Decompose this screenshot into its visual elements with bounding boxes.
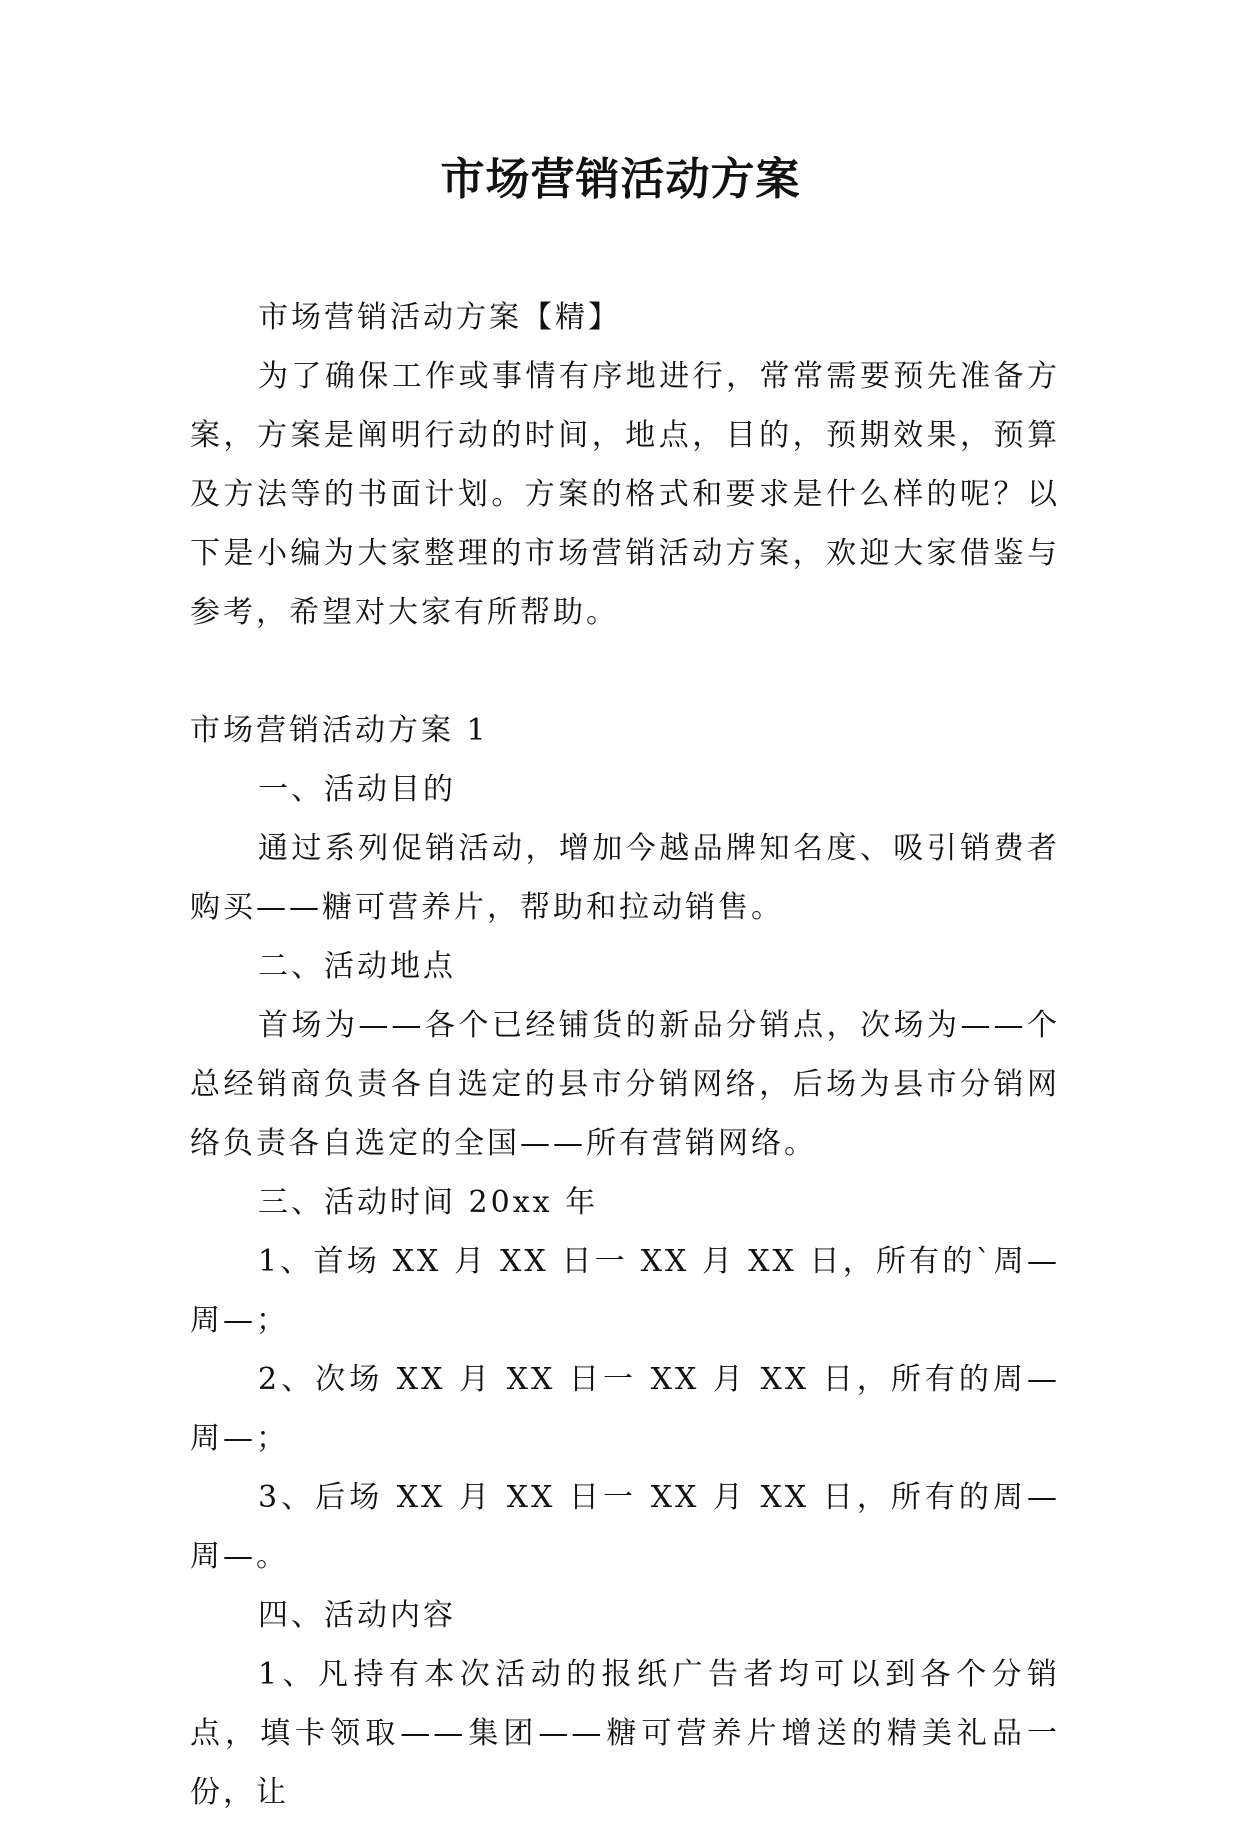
document-body [190, 288, 1060, 1822]
subtitle: 市场营销活动方案【精】 [258, 300, 621, 335]
section-heading: 市场营销活动方案 1 [190, 713, 489, 748]
heading-location: 二、活动地点 [258, 949, 456, 984]
paragraph-location: 首场为——各个已经铺货的新品分销点，次场为——个总经销商负责各自选定的县市分销网络，后场为县市分销网络负责各自选定的全国——所有营销网络。 [190, 1008, 1060, 1161]
intro-paragraph: 为了确保工作或事情有序地进行，常常需要预先准备方案，方案是阐明行动的时间，地点，目的，预期效果，预算及方法等的书面计划。方案的格式和要求是什么样的呢？以下是小编为大家整理的市场营销活动方案，欢迎大家借鉴与参考，希望对大家有所帮助。 [190, 359, 1060, 630]
time-item-2: 2、次场 XX 月 XX 日一 XX 月 XX 日，所有的周—周—； [190, 1362, 1060, 1456]
paragraph-purpose: 通过系列促销活动，增加今越品牌知名度、吸引销费者购买——糖可营养片，帮助和拉动销售。 [190, 831, 1060, 925]
time-item-1: 1、首场 XX 月 XX 日一 XX 月 XX 日，所有的`周—周—； [190, 1244, 1060, 1338]
time-item-3: 3、后场 XX 月 XX 日一 XX 月 XX 日，所有的周—周—。 [190, 1480, 1060, 1574]
content-item-1: 1、凡持有本次活动的报纸广告者均可以到各个分销点，填卡领取——集团——糖可营养片增送的精美礼品一份，让 [190, 1657, 1060, 1810]
spacer [190, 642, 1060, 701]
document-title: 市场营销活动方案 [440, 154, 801, 205]
heading-time: 三、活动时间 20xx 年 [258, 1185, 599, 1220]
heading-content: 四、活动内容 [258, 1598, 456, 1633]
heading-purpose: 一、活动目的 [258, 772, 456, 807]
